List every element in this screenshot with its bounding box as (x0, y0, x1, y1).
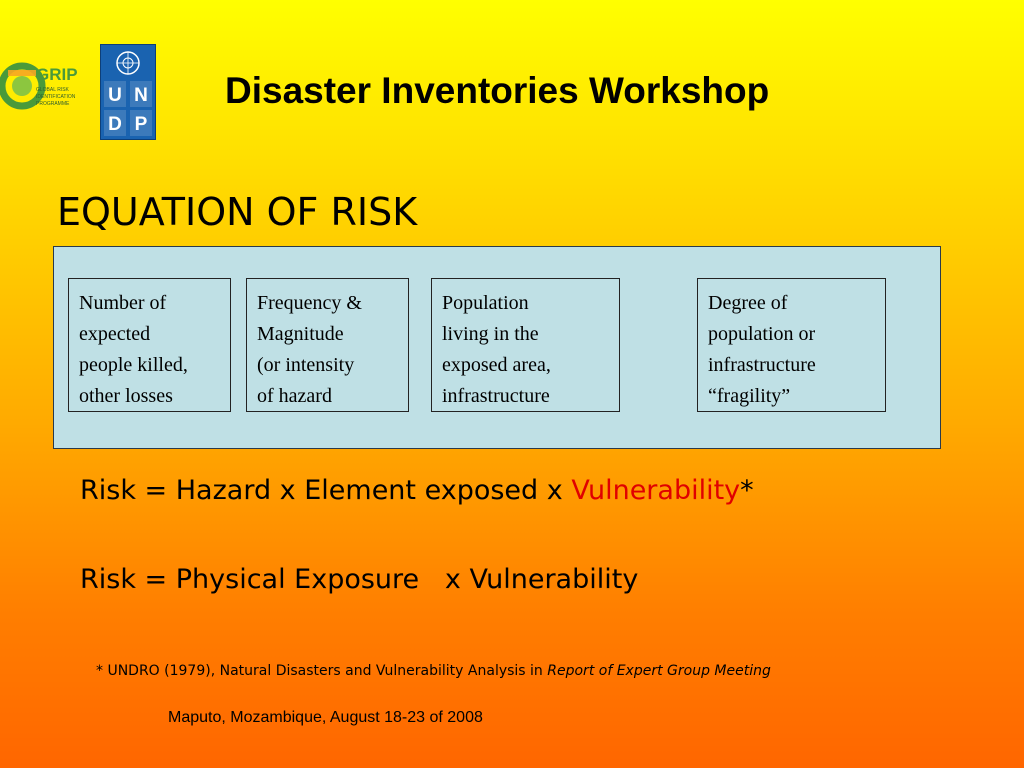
undp-letter-u: U (108, 85, 122, 106)
footnote-italic: Report of Expert Group Meeting (547, 663, 771, 679)
slide-title: Disaster Inventories Workshop (225, 70, 770, 111)
undp-letter-n: N (134, 85, 148, 106)
equation-1-prefix: Risk = Hazard x Element exposed x (80, 475, 572, 506)
footnote (96, 663, 771, 679)
grip-logo (0, 46, 88, 126)
footnote-text: * UNDRO (1979), Natural Disasters and Vulnerability Analysis in (96, 663, 548, 679)
grip-tagline-1: GLOBAL RISK (36, 87, 69, 93)
grip-wordmark: GRIP (36, 65, 78, 84)
hazard-box: Frequency & Magnitude (or intensity of hazard (246, 278, 409, 412)
slide-subtitle: EQUATION OF RISK (57, 190, 418, 234)
undp-letter-p: P (134, 114, 148, 135)
undp-logo (100, 44, 156, 140)
vulnerability-box: Degree of population or infrastructure “fragility” (697, 278, 886, 412)
grip-tagline-2: IDENTIFICATION (36, 94, 76, 100)
vulnerability-highlight: Vulnerability (571, 475, 741, 506)
grip-tagline-3: PROGRAMME (36, 101, 70, 107)
undp-letter-d: D (108, 114, 122, 135)
workshop-location: Maputo, Mozambique, August 18-23 of 2008 (168, 709, 483, 726)
risk-equation-1 (80, 475, 754, 506)
equation-1-asterisk: * (740, 475, 754, 506)
risk-equation-2: Risk = Physical Exposure x Vulnerability (80, 564, 639, 595)
exposure-box: Population living in the exposed area, infrastructure (431, 278, 620, 412)
losses-box: Number of expected people killed, other losses (68, 278, 231, 412)
